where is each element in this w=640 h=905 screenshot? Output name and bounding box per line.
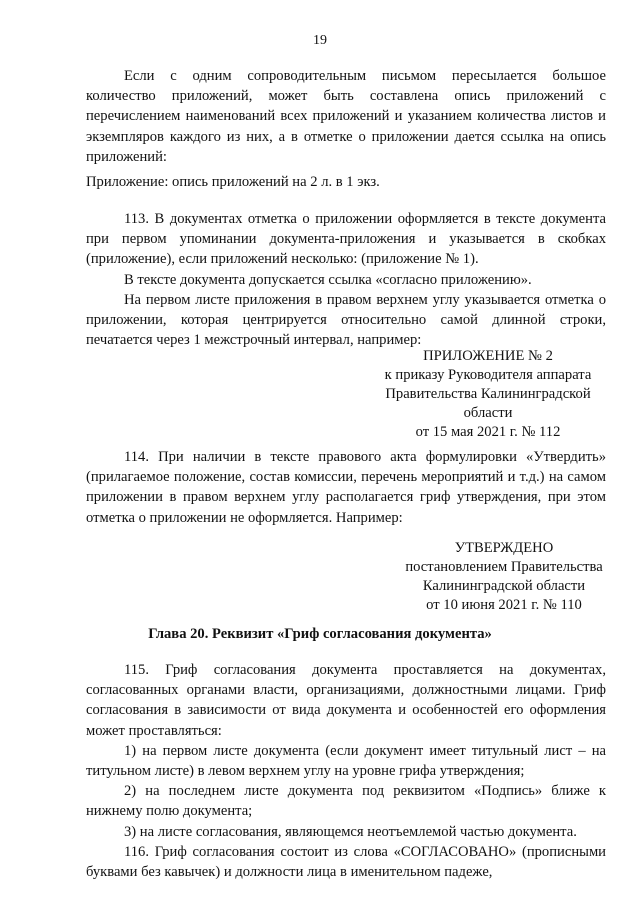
section-113 xyxy=(86,209,606,350)
section-113-paragraph-3: На первом листе приложения в правом верхнем углу указывается отметка о приложении, которая центрируется относительно самой длинной строки, печатается через 1 межстрочный интервал, например: xyxy=(86,291,606,349)
list-item: 1) на первом листе документа (если документ имеет титульный лист – на титульном листе) в левом верхнем углу на уровне грифа утверждения; xyxy=(86,742,606,780)
page-number: 19 xyxy=(313,33,327,48)
section-113-paragraph-2: В тексте документа допускается ссылка «согласно приложению». xyxy=(124,271,532,288)
section-116-paragraph: 116. Гриф согласования состоит из слова «СОГЛАСОВАНО» (прописными буквами без кавычек) и должности лица в именительном падеже, xyxy=(86,843,606,881)
section-114: 114. При наличии в тексте правового акта формулировки «Утвердить» (прилагаемое положение, состав комиссии, перечень мероприятий и т.д.) на самом приложении в правом верхнем углу располагается гриф утверждения, при этом отметка о приложении не оформляется. Например: xyxy=(86,449,606,526)
section-115-paragraph: 115. Гриф согласования документа проставляется на документах, согласованных органами власти, организациями, должностными лицами. Гриф согласования в зависимости от вида документа и особенностей его оформления может проставляться: xyxy=(86,662,606,739)
intro-paragraph: Если с одним сопроводительным письмом пересылается большое количество приложений, может быть составлена опись приложений с перечислением наименований всех приложений и указанием количества листов и экземпляров каждого из них, а в отметке о приложении дается ссылка на опись приложений: xyxy=(86,68,606,165)
chapter-heading: Глава 20. Реквизит «Гриф согласования документа» xyxy=(148,626,492,642)
section-113-paragraph-1: 113. В документах отметка о приложении оформляется в тексте документа при первом упоминании документа-приложения и указывается в скобках (приложение), если приложений несколько: (приложение № 1). xyxy=(86,211,606,268)
section-115 xyxy=(86,660,606,882)
attachment-example: Приложение: опись приложений на 2 л. в 1 экз. xyxy=(86,174,380,190)
list-item: 2) на последнем листе документа под реквизитом «Подпись» ближе к нижнему полю документа; xyxy=(86,783,606,820)
approval-mark: УТВЕРЖДЕНО постановлением Правительства Калининградской области от 10 июня 2021 г. № 110 xyxy=(405,540,603,613)
list-item: 3) на листе согласования, являющемся неотъемлемой частью документа. xyxy=(124,823,577,840)
appendix-mark: ПРИЛОЖЕНИЕ № 2 к приказу Руководителя аппарата Правительства Калининградской области от 15 мая 2021 г. № 112 xyxy=(384,348,592,440)
